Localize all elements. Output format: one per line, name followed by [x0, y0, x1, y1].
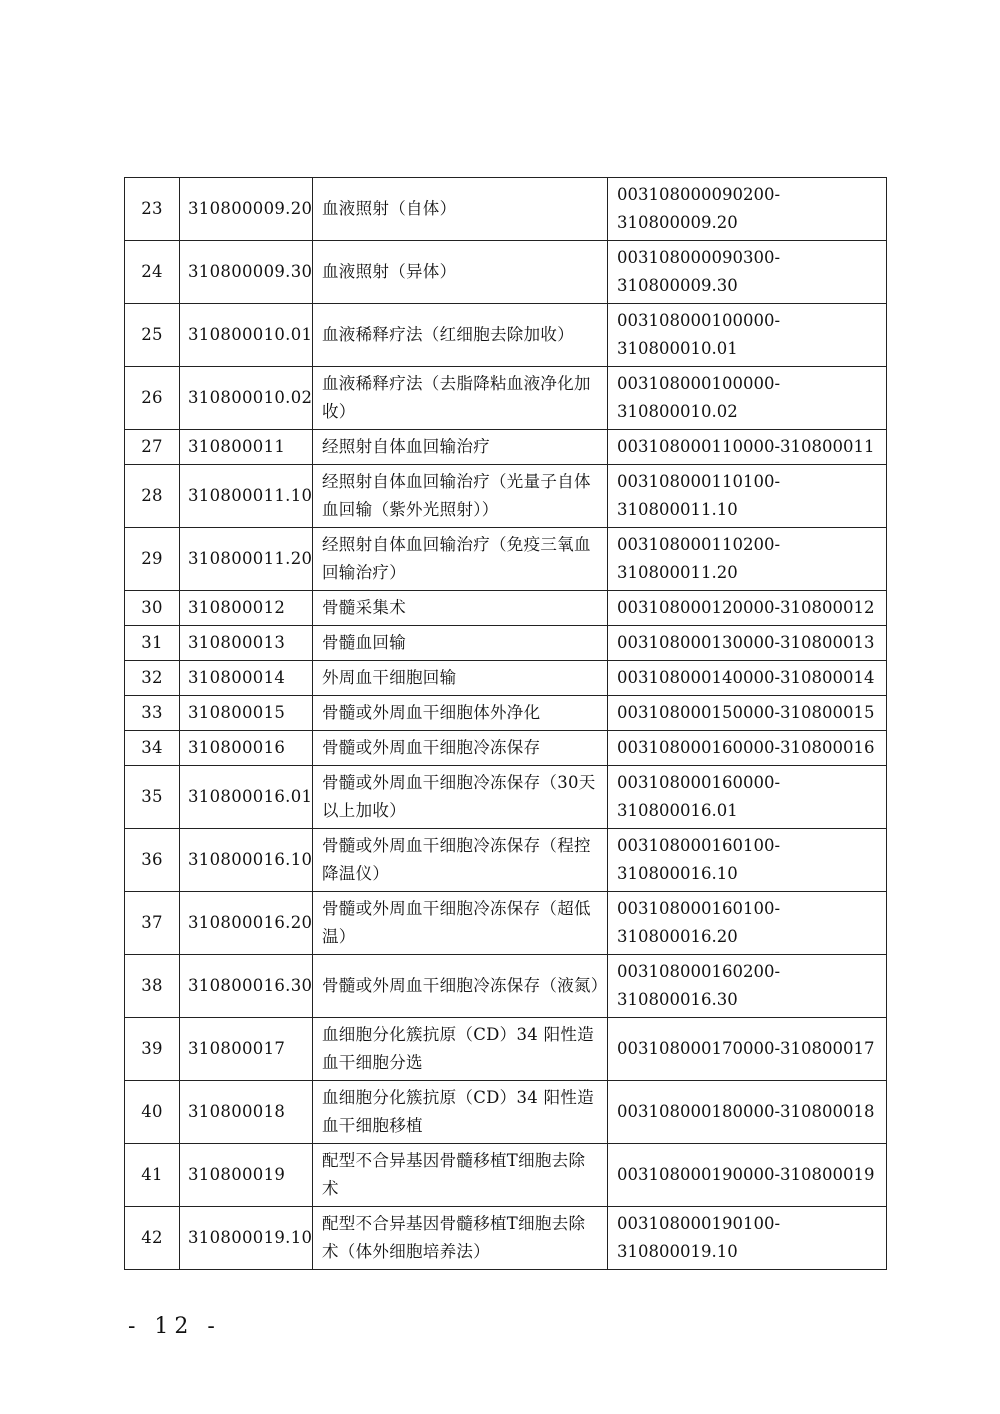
mapping-code-cell: 003108000100000-310800010.01	[608, 304, 887, 367]
item-code-cell: 310800016.10	[180, 829, 313, 892]
item-name-cell: 血细胞分化簇抗原（CD）34 阳性造血干细胞移植	[313, 1081, 608, 1144]
row-index-cell: 40	[125, 1081, 180, 1144]
mapping-code-cell: 003108000140000-310800014	[608, 661, 887, 696]
table-row	[125, 1207, 887, 1270]
table-row	[125, 829, 887, 892]
mapping-code-cell: 003108000110000-310800011	[608, 430, 887, 465]
mapping-code-cell: 003108000120000-310800012	[608, 591, 887, 626]
item-name-cell: 血液照射（异体）	[313, 241, 608, 304]
table-row	[125, 1081, 887, 1144]
item-name-cell: 骨髓或外周血干细胞冷冻保存（程控降温仪）	[313, 829, 608, 892]
table-row	[125, 367, 887, 430]
table-row	[125, 696, 887, 731]
item-name-cell: 经照射自体血回输治疗	[313, 430, 608, 465]
mapping-code-cell: 003108000100000-310800010.02	[608, 367, 887, 430]
table-row	[125, 661, 887, 696]
item-name-cell: 骨髓或外周血干细胞体外净化	[313, 696, 608, 731]
mapping-code-cell: 003108000090300-310800009.30	[608, 241, 887, 304]
item-code-cell: 310800016	[180, 731, 313, 766]
item-name-cell: 经照射自体血回输治疗（光量子自体血回输（紫外光照射））	[313, 465, 608, 528]
item-name-cell: 骨髓采集术	[313, 591, 608, 626]
mapping-code-cell: 003108000190100-310800019.10	[608, 1207, 887, 1270]
item-code-cell: 310800011	[180, 430, 313, 465]
row-index-cell: 26	[125, 367, 180, 430]
mapping-code-cell: 003108000110100-310800011.10	[608, 465, 887, 528]
item-name-cell: 配型不合异基因骨髓移植T细胞去除术	[313, 1144, 608, 1207]
table-row	[125, 1144, 887, 1207]
page-number: - 12 -	[128, 1314, 221, 1339]
mapping-code-cell: 003108000110200-310800011.20	[608, 528, 887, 591]
item-code-cell: 310800019	[180, 1144, 313, 1207]
item-name-cell: 血细胞分化簇抗原（CD）34 阳性造血干细胞分选	[313, 1018, 608, 1081]
item-table	[124, 177, 887, 1270]
item-code-cell: 310800015	[180, 696, 313, 731]
item-name-cell: 骨髓或外周血干细胞冷冻保存（超低温）	[313, 892, 608, 955]
mapping-code-cell: 003108000160100-310800016.10	[608, 829, 887, 892]
item-code-cell: 310800014	[180, 661, 313, 696]
mapping-code-cell: 003108000090200-310800009.20	[608, 178, 887, 241]
item-code-cell: 310800010.01	[180, 304, 313, 367]
item-name-cell: 血液照射（自体）	[313, 178, 608, 241]
table-row	[125, 465, 887, 528]
table-row	[125, 591, 887, 626]
item-name-cell: 骨髓或外周血干细胞冷冻保存	[313, 731, 608, 766]
row-index-cell: 25	[125, 304, 180, 367]
mapping-code-cell: 003108000150000-310800015	[608, 696, 887, 731]
item-name-cell: 配型不合异基因骨髓移植T细胞去除术（体外细胞培养法）	[313, 1207, 608, 1270]
item-code-cell: 310800009.20	[180, 178, 313, 241]
item-name-cell: 血液稀释疗法（去脂降粘血液净化加收）	[313, 367, 608, 430]
table-row	[125, 241, 887, 304]
table-row	[125, 766, 887, 829]
row-index-cell: 38	[125, 955, 180, 1018]
row-index-cell: 30	[125, 591, 180, 626]
item-code-cell: 310800010.02	[180, 367, 313, 430]
mapping-code-cell: 003108000130000-310800013	[608, 626, 887, 661]
row-index-cell: 31	[125, 626, 180, 661]
row-index-cell: 34	[125, 731, 180, 766]
row-index-cell: 23	[125, 178, 180, 241]
item-name-cell: 血液稀释疗法（红细胞去除加收）	[313, 304, 608, 367]
table-row	[125, 528, 887, 591]
row-index-cell: 41	[125, 1144, 180, 1207]
item-code-cell: 310800009.30	[180, 241, 313, 304]
item-code-cell: 310800011.10	[180, 465, 313, 528]
row-index-cell: 27	[125, 430, 180, 465]
item-code-cell: 310800017	[180, 1018, 313, 1081]
item-code-cell: 310800011.20	[180, 528, 313, 591]
table-row	[125, 178, 887, 241]
item-code-cell: 310800018	[180, 1081, 313, 1144]
item-name-cell: 经照射自体血回输治疗（免疫三氧血回输治疗）	[313, 528, 608, 591]
item-code-cell: 310800019.10	[180, 1207, 313, 1270]
row-index-cell: 35	[125, 766, 180, 829]
item-code-cell: 310800016.01	[180, 766, 313, 829]
mapping-code-cell: 003108000180000-310800018	[608, 1081, 887, 1144]
mapping-code-cell: 003108000190000-310800019	[608, 1144, 887, 1207]
row-index-cell: 28	[125, 465, 180, 528]
table-row	[125, 626, 887, 661]
row-index-cell: 29	[125, 528, 180, 591]
row-index-cell: 37	[125, 892, 180, 955]
mapping-code-cell: 003108000170000-310800017	[608, 1018, 887, 1081]
item-name-cell: 骨髓或外周血干细胞冷冻保存（30天以上加收）	[313, 766, 608, 829]
item-code-cell: 310800016.30	[180, 955, 313, 1018]
table-row	[125, 892, 887, 955]
table-row	[125, 731, 887, 766]
row-index-cell: 42	[125, 1207, 180, 1270]
row-index-cell: 24	[125, 241, 180, 304]
row-index-cell: 32	[125, 661, 180, 696]
table-row	[125, 955, 887, 1018]
mapping-code-cell: 003108000160100-310800016.20	[608, 892, 887, 955]
table-row	[125, 430, 887, 465]
item-name-cell: 骨髓血回输	[313, 626, 608, 661]
item-name-cell: 外周血干细胞回输	[313, 661, 608, 696]
table-row	[125, 304, 887, 367]
row-index-cell: 36	[125, 829, 180, 892]
mapping-code-cell: 003108000160200-310800016.30	[608, 955, 887, 1018]
row-index-cell: 39	[125, 1018, 180, 1081]
item-code-cell: 310800012	[180, 591, 313, 626]
mapping-code-cell: 003108000160000-310800016.01	[608, 766, 887, 829]
row-index-cell: 33	[125, 696, 180, 731]
item-name-cell: 骨髓或外周血干细胞冷冻保存（液氮）	[313, 955, 608, 1018]
item-code-cell: 310800013	[180, 626, 313, 661]
table-row	[125, 1018, 887, 1081]
item-code-cell: 310800016.20	[180, 892, 313, 955]
mapping-code-cell: 003108000160000-310800016	[608, 731, 887, 766]
